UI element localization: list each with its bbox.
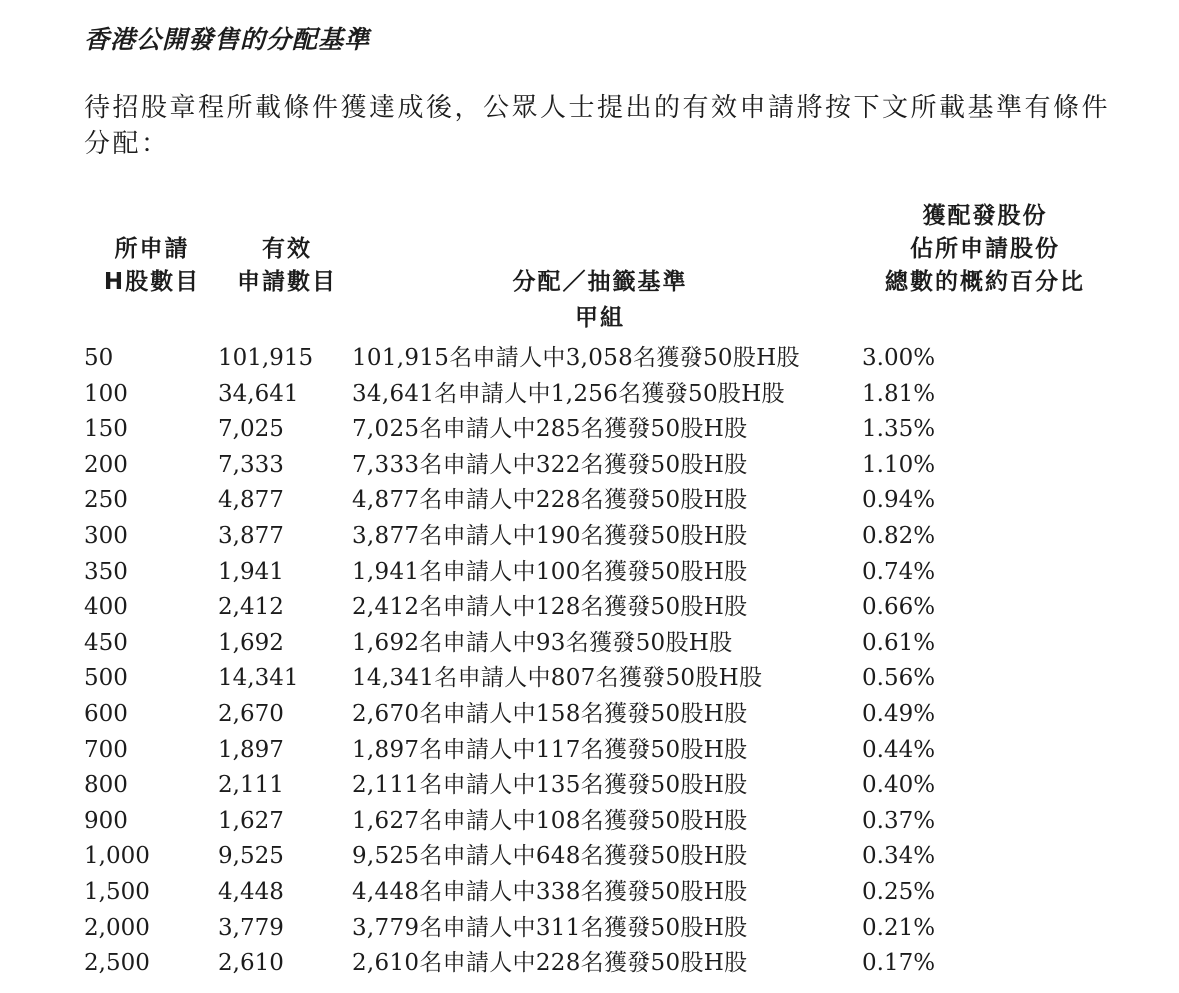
allocation-basis-cell: 2,412名申請人中128名獲發50股H股	[352, 594, 748, 621]
header-applied-shares	[92, 233, 212, 299]
allocation-basis-cell: 2,111名申請人中135名獲發50股H股	[352, 772, 748, 799]
allocation-percentage-cell: 0.40%	[862, 772, 936, 799]
allocation-percentage-cell: 0.37%	[862, 807, 936, 834]
valid-applications-cell: 3,877	[218, 522, 284, 549]
header-line: 申請數目	[237, 269, 337, 295]
allocation-basis-cell: 7,333名申請人中322名獲發50股H股	[352, 451, 748, 478]
table-row	[0, 911, 1179, 947]
allocation-basis-cell: 14,341名申請人中807名獲發50股H股	[352, 665, 763, 692]
table-row	[0, 590, 1179, 626]
table-row	[0, 341, 1179, 377]
allocation-percentage-cell: 0.49%	[862, 700, 936, 727]
header-allocation-percentage	[860, 200, 1110, 299]
valid-applications-cell: 2,670	[218, 700, 284, 727]
allocation-basis-cell: 2,610名申請人中228名獲發50股H股	[352, 950, 748, 977]
allocation-percentage-cell: 0.17%	[862, 950, 936, 977]
header-line: 總數的概約百分比	[885, 269, 1085, 295]
allocation-percentage-cell: 0.44%	[862, 736, 936, 763]
valid-applications-cell: 1,627	[218, 807, 284, 834]
applied-shares-cell: 900	[84, 807, 128, 834]
table-row	[0, 483, 1179, 519]
allocation-basis-cell: 4,877名申請人中228名獲發50股H股	[352, 487, 748, 514]
table-row	[0, 697, 1179, 733]
applied-shares-cell: 1,500	[84, 878, 150, 905]
applied-shares-cell: 2,000	[84, 914, 150, 941]
allocation-basis-cell: 7,025名申請人中285名獲發50股H股	[352, 416, 748, 443]
header-line: H股數目	[103, 269, 201, 295]
allocation-percentage-cell: 3.00%	[862, 345, 936, 371]
header-allocation-basis	[450, 266, 750, 299]
valid-applications-cell: 2,412	[218, 594, 284, 621]
allocation-percentage-cell: 0.82%	[862, 522, 936, 549]
allocation-percentage-cell: 0.61%	[862, 629, 936, 656]
valid-applications-cell: 3,779	[218, 914, 284, 941]
allocation-percentage-cell: 0.25%	[862, 878, 936, 905]
header-line: 有效	[262, 236, 312, 262]
allocation-percentage-cell: 0.74%	[862, 558, 936, 585]
table-row	[0, 733, 1179, 769]
valid-applications-cell: 2,610	[218, 950, 284, 977]
applied-shares-cell: 100	[84, 380, 128, 407]
header-line: 佔所申請股份	[910, 236, 1060, 262]
applied-shares-cell: 300	[84, 522, 128, 549]
applied-shares-cell: 2,500	[84, 950, 150, 977]
allocation-basis-cell: 3,877名申請人中190名獲發50股H股	[352, 522, 748, 549]
valid-applications-cell: 7,333	[218, 451, 284, 478]
table-row	[0, 946, 1179, 982]
applied-shares-cell: 450	[84, 629, 128, 656]
allocation-percentage-cell: 1.81%	[862, 380, 936, 407]
table-row	[0, 768, 1179, 804]
table-row	[0, 626, 1179, 662]
allocation-percentage-cell: 0.66%	[862, 594, 936, 621]
table-row	[0, 839, 1179, 875]
allocation-percentage-cell: 0.34%	[862, 843, 936, 870]
valid-applications-cell: 2,111	[218, 772, 284, 799]
valid-applications-cell: 1,941	[218, 558, 284, 585]
applied-shares-cell: 350	[84, 558, 128, 585]
intro-paragraph: 待招股章程所載條件獲達成後，公眾人士提出的有效申請將按下文所載基準有條件分配：	[84, 93, 1111, 159]
applied-shares-cell: 600	[84, 700, 128, 727]
header-valid-applications	[222, 233, 352, 299]
valid-applications-cell: 4,877	[218, 487, 284, 514]
allocation-percentage-cell: 0.56%	[862, 665, 936, 692]
allocation-basis-cell: 101,915名申請人中3,058名獲發50股H股	[352, 345, 800, 371]
header-line: 所申請	[114, 236, 190, 262]
allocation-basis-cell: 1,692名申請人中93名獲發50股H股	[352, 629, 733, 656]
allocation-basis-cell: 34,641名申請人中1,256名獲發50股H股	[352, 380, 785, 407]
applied-shares-cell: 800	[84, 772, 128, 799]
valid-applications-cell: 7,025	[218, 416, 284, 443]
allocation-basis-cell: 1,941名申請人中100名獲發50股H股	[352, 558, 748, 585]
applied-shares-cell: 150	[84, 416, 128, 443]
allocation-percentage-cell: 1.10%	[862, 451, 936, 478]
applied-shares-cell: 400	[84, 594, 128, 621]
section-title: 香港公開發售的分配基準	[84, 25, 371, 54]
applied-shares-cell: 1,000	[84, 843, 150, 870]
applied-shares-cell: 700	[84, 736, 128, 763]
valid-applications-cell: 34,641	[218, 380, 299, 407]
table-row	[0, 875, 1179, 911]
valid-applications-cell: 14,341	[218, 665, 299, 692]
applied-shares-cell: 500	[84, 665, 128, 692]
applied-shares-cell: 50	[84, 345, 114, 371]
table-row	[0, 661, 1179, 697]
valid-applications-cell: 1,692	[218, 629, 284, 656]
table-row	[0, 448, 1179, 484]
allocation-percentage-cell: 0.94%	[862, 487, 936, 514]
table-row	[0, 519, 1179, 555]
valid-applications-cell: 4,448	[218, 878, 284, 905]
allocation-table-body	[0, 341, 1179, 982]
group-label: 甲組	[575, 305, 625, 331]
header-line: 分配／抽籤基準	[512, 269, 688, 295]
allocation-percentage-cell: 0.21%	[862, 914, 936, 941]
applied-shares-cell: 200	[84, 451, 128, 478]
table-row	[0, 412, 1179, 448]
allocation-basis-cell: 1,897名申請人中117名獲發50股H股	[352, 736, 748, 763]
valid-applications-cell: 9,525	[218, 843, 284, 870]
applied-shares-cell: 250	[84, 487, 128, 514]
table-row	[0, 377, 1179, 413]
valid-applications-cell: 1,897	[218, 736, 284, 763]
table-row	[0, 804, 1179, 840]
allocation-basis-cell: 9,525名申請人中648名獲發50股H股	[352, 843, 748, 870]
allocation-basis-cell: 2,670名申請人中158名獲發50股H股	[352, 700, 748, 727]
valid-applications-cell: 101,915	[218, 345, 314, 371]
allocation-basis-cell: 3,779名申請人中311名獲發50股H股	[352, 914, 748, 941]
header-line: 獲配發股份	[922, 203, 1048, 229]
allocation-basis-cell: 4,448名申請人中338名獲發50股H股	[352, 878, 748, 905]
allocation-percentage-cell: 1.35%	[862, 416, 936, 443]
allocation-basis-cell: 1,627名申請人中108名獲發50股H股	[352, 807, 748, 834]
table-row	[0, 555, 1179, 591]
